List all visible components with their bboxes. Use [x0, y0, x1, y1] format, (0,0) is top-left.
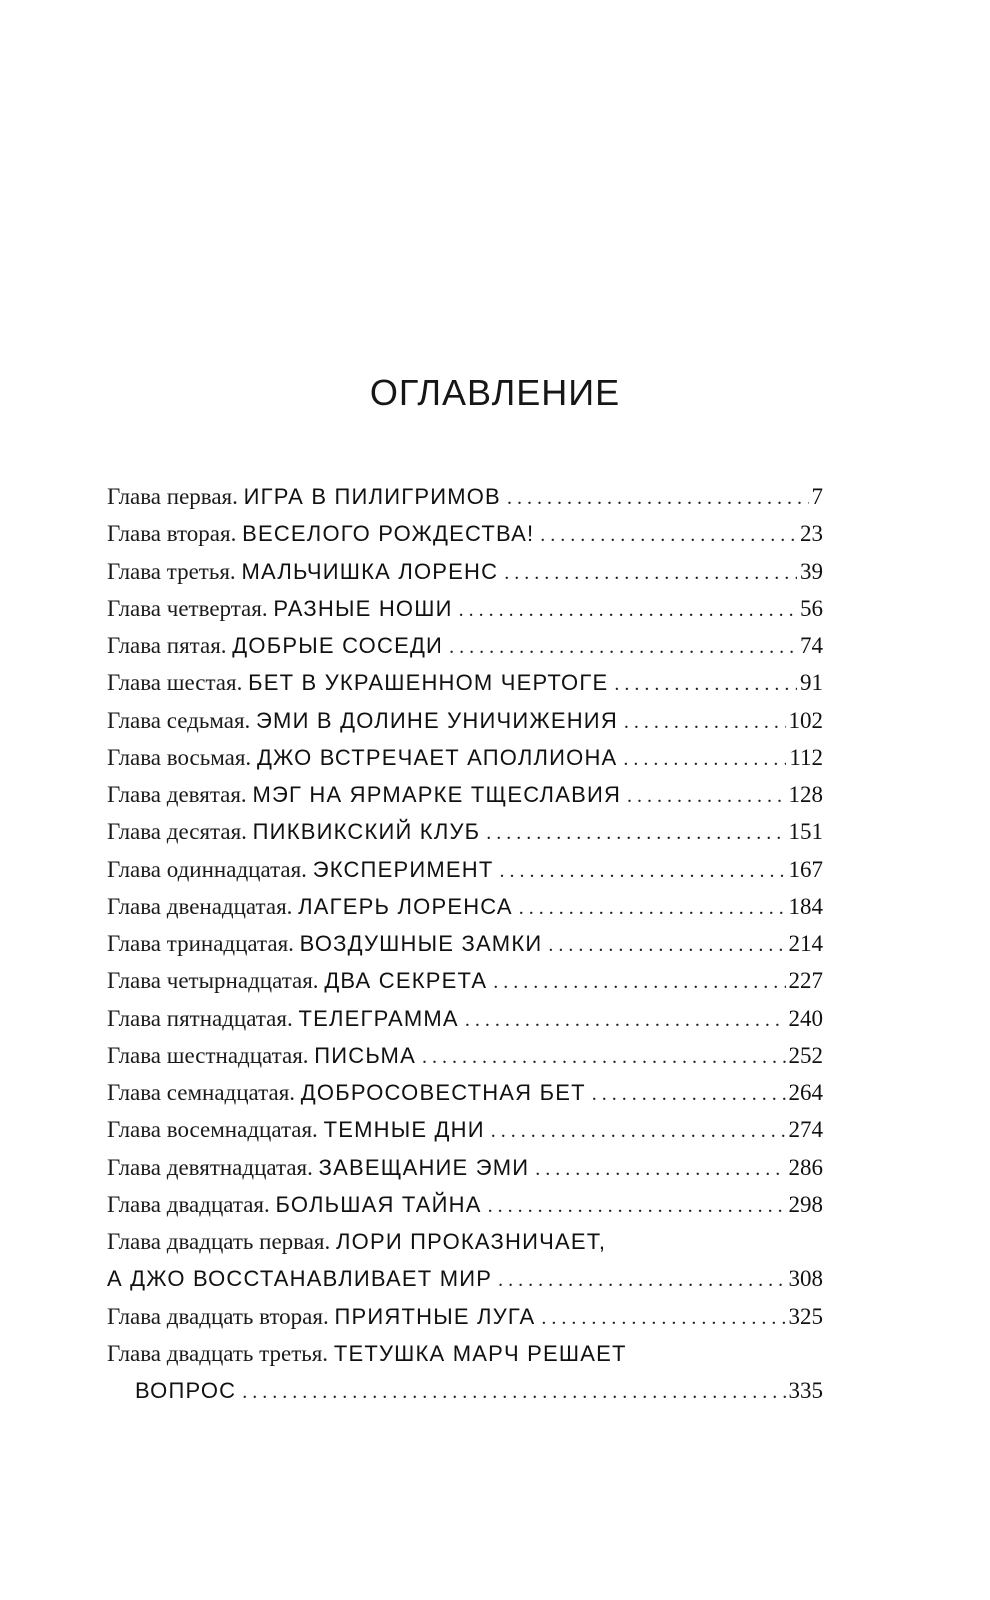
page-number: 264 [788, 1080, 823, 1105]
chapter-number: Глава восьмая. [107, 744, 257, 770]
toc-entry[interactable] [107, 1074, 823, 1111]
page-number: 167 [788, 856, 823, 882]
toc-entry[interactable] [107, 1000, 823, 1037]
chapter-number: Глава девятая. [107, 782, 253, 807]
toc-entry[interactable] [107, 813, 823, 850]
toc-entry[interactable] [107, 888, 823, 925]
page-number: 214 [788, 931, 823, 956]
toc-entry-title [107, 553, 498, 591]
page-number: 151 [788, 819, 823, 845]
page-number: 91 [800, 670, 823, 696]
page-number: 325 [788, 1303, 823, 1329]
dot-leader [504, 555, 797, 592]
toc-entry-continuation[interactable] [107, 1372, 823, 1409]
chapter-title: ПРИЯТНЫЕ ЛУГА [334, 1303, 536, 1329]
chapter-title: ЭКСПЕРИМЕНТ [312, 856, 494, 882]
toc-entry[interactable] [107, 515, 823, 552]
chapter-number: Глава двадцатая. [107, 1191, 276, 1217]
dot-leader [498, 1262, 785, 1299]
page-number: 335 [788, 1378, 823, 1403]
chapter-title-continuation: А ДЖО ВОССТАНАВЛИВАЕТ МИР [107, 1266, 493, 1292]
chapter-title: ПИКВИКСКИЙ КЛУБ [252, 819, 481, 845]
dot-leader [548, 927, 785, 964]
dot-leader [465, 1002, 786, 1039]
chapter-number: Глава шестая. [107, 670, 249, 696]
page-number: 252 [788, 1042, 823, 1068]
toc-entry-title [107, 590, 453, 628]
chapter-number: Глава двадцать первая. [107, 1229, 337, 1254]
toc-entry-title [107, 1335, 627, 1373]
chapter-number: Глава девятнадцатая. [107, 1154, 319, 1180]
toc-entry[interactable] [107, 1111, 823, 1148]
page-number: 102 [788, 707, 823, 733]
chapter-title: ТЕТУШКА МАРЧ РЕШАЕТ [333, 1340, 627, 1366]
toc-entry-title [107, 664, 608, 702]
chapter-title: ДОБРЫЕ СОСЕДИ [232, 633, 444, 658]
toc-entry-title [107, 478, 501, 516]
page-number: 112 [789, 744, 823, 770]
chapter-number: Глава тринадцатая. [107, 931, 300, 956]
chapter-title: ЛАГЕРЬ ЛОРЕНСА [298, 893, 513, 919]
toc-entry-title [107, 851, 493, 889]
toc-entry-title [107, 776, 621, 814]
chapter-title: БЕТ В УКРАШЕННОМ ЧЕРТОГЕ [248, 670, 609, 696]
chapter-title-continuation: ВОПРОС [135, 1378, 237, 1403]
chapter-number: Глава восемнадцатая. [107, 1117, 324, 1143]
toc-entry-title [107, 888, 513, 926]
toc-entry-title [107, 1223, 606, 1261]
chapter-title: ДОБРОСОВЕСТНАЯ БЕТ [300, 1080, 586, 1105]
page-number: 7 [811, 484, 823, 509]
chapter-title: ПИСЬМА [314, 1042, 416, 1068]
chapter-number: Глава двадцать третья. [107, 1340, 334, 1366]
toc-entry[interactable] [107, 1149, 823, 1186]
toc-entry[interactable] [107, 925, 823, 962]
toc-entry[interactable] [107, 1186, 823, 1223]
toc-entry-title [107, 1260, 492, 1298]
toc-entry[interactable] [107, 962, 823, 999]
dot-leader [624, 704, 786, 741]
chapter-number: Глава вторая. [107, 521, 243, 547]
page-number: 184 [788, 893, 823, 919]
toc-entry-title [107, 739, 617, 777]
page-number: 23 [800, 521, 823, 547]
dot-leader [541, 1300, 785, 1337]
chapter-title: ЗАВЕЩАНИЕ ЭМИ [318, 1154, 530, 1180]
chapter-number: Глава третья. [107, 558, 242, 584]
chapter-title: ВЕСЕЛОГО РОЖДЕСТВА! [242, 521, 535, 547]
dot-leader [540, 517, 797, 554]
chapter-title: МАЛЬЧИШКА ЛОРЕНС [241, 558, 499, 584]
chapter-number: Глава первая. [107, 484, 244, 509]
chapter-number: Глава шестнадцатая. [107, 1042, 315, 1068]
page-number: 39 [800, 558, 823, 584]
page-number: 308 [788, 1266, 823, 1292]
chapter-number: Глава седьмая. [107, 707, 257, 733]
toc-entry[interactable] [107, 478, 823, 515]
page-number: 56 [800, 595, 823, 621]
toc-entry-title [107, 515, 534, 553]
toc-entry-title [107, 1111, 485, 1149]
chapter-number: Глава семнадцатая. [107, 1080, 301, 1105]
dot-leader [535, 1151, 785, 1188]
toc-entry-title [107, 1074, 586, 1112]
page-number: 128 [788, 782, 823, 807]
toc-entry[interactable] [107, 553, 823, 590]
chapter-title: ДВА СЕКРЕТА [324, 968, 488, 994]
dot-leader [486, 815, 785, 852]
chapter-number: Глава пятая. [107, 633, 233, 658]
dot-leader [519, 890, 786, 927]
toc-entry-title [107, 925, 542, 963]
chapter-title: МЭГ НА ЯРМАРКЕ ТЩЕСЛАВИЯ [252, 782, 622, 807]
chapter-number: Глава четвертая. [107, 595, 274, 621]
toc-entry[interactable] [107, 590, 823, 627]
chapter-title: ДЖО ВСТРЕЧАЕТ АПОЛЛИОНА [256, 744, 618, 770]
toc-entry[interactable] [107, 702, 823, 739]
page-number: 240 [788, 1005, 823, 1031]
toc-entry-title [107, 1000, 459, 1038]
page-number: 74 [800, 633, 823, 658]
chapter-number: Глава двенадцатая. [107, 893, 299, 919]
page-number: 286 [788, 1154, 823, 1180]
toc-entry-title [107, 1037, 416, 1075]
chapter-number: Глава десятая. [107, 819, 253, 845]
dot-leader [507, 480, 809, 517]
toc-entry[interactable] [107, 1335, 823, 1372]
toc-entry[interactable] [107, 739, 823, 776]
page-number: 298 [788, 1191, 823, 1217]
dot-leader [459, 592, 797, 629]
toc-entry[interactable] [107, 1223, 823, 1260]
chapter-number: Глава четырнадцатая. [107, 968, 325, 994]
chapter-title: ЭМИ В ДОЛИНЕ УНИЧИЖЕНИЯ [256, 707, 618, 733]
toc-entry-title [107, 813, 480, 851]
toc-entry-title [107, 962, 487, 1000]
toc-entry[interactable] [107, 776, 823, 813]
table-of-contents [107, 478, 823, 1409]
chapter-number: Глава одиннадцатая. [107, 856, 313, 882]
dot-leader [242, 1374, 785, 1411]
toc-entry-title [107, 1149, 529, 1187]
dot-leader [422, 1039, 786, 1076]
toc-entry-title [107, 1372, 236, 1410]
toc-entry-title [107, 627, 443, 665]
dot-leader [627, 778, 785, 815]
dot-leader [491, 1113, 786, 1150]
chapter-title: ИГРА В ПИЛИГРИМОВ [243, 484, 501, 509]
dot-leader [623, 741, 786, 778]
page-number: 227 [788, 968, 823, 994]
toc-entry[interactable] [107, 851, 823, 888]
toc-entry-continuation[interactable] [107, 1260, 823, 1297]
chapter-title: БОЛЬШАЯ ТАЙНА [275, 1191, 482, 1217]
toc-entry-title [107, 702, 618, 740]
toc-entry-title [107, 1186, 482, 1224]
toc-entry[interactable] [107, 1037, 823, 1074]
dot-leader [488, 1188, 786, 1225]
toc-entry[interactable] [107, 627, 823, 664]
chapter-title: РАЗНЫЕ НОШИ [273, 595, 453, 621]
dot-leader [614, 666, 797, 703]
dot-leader [499, 853, 785, 890]
chapter-number: Глава двадцать вторая. [107, 1303, 335, 1329]
page-title: ОГЛАВЛЕНИЕ [369, 372, 621, 413]
chapter-title: ВОЗДУШНЫЕ ЗАМКИ [299, 931, 543, 956]
chapter-title: ТЕЛЕГРАММА [298, 1005, 459, 1031]
dot-leader [493, 964, 785, 1001]
dot-leader [592, 1076, 786, 1113]
chapter-title: ТЕМНЫЕ ДНИ [323, 1117, 485, 1143]
toc-entry-title [107, 1298, 535, 1336]
toc-entry[interactable] [107, 1298, 823, 1335]
chapter-number: Глава пятнадцатая. [107, 1005, 299, 1031]
page-number: 274 [788, 1117, 823, 1143]
dot-leader [449, 629, 797, 666]
toc-entry[interactable] [107, 664, 823, 701]
chapter-title: ЛОРИ ПРОКАЗНИЧАЕТ, [336, 1229, 607, 1254]
